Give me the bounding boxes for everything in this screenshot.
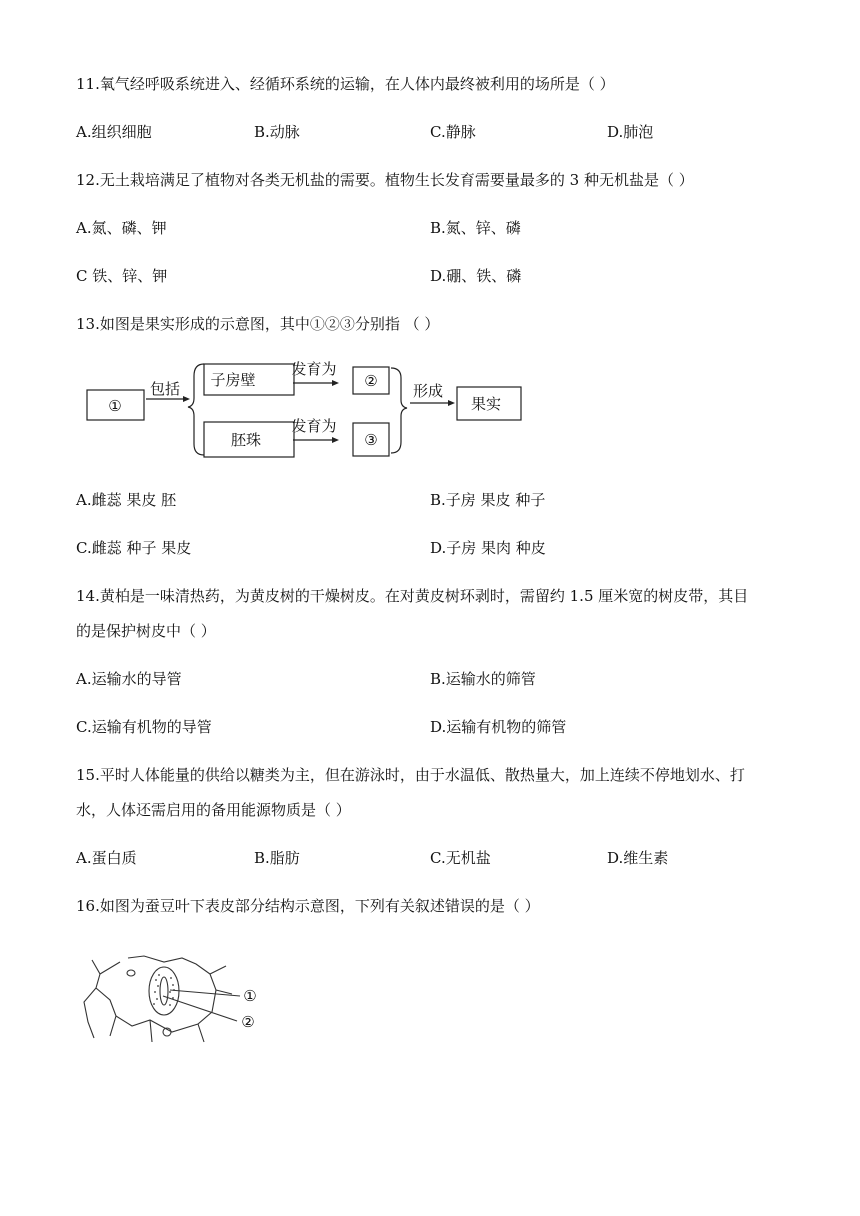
q14-option-a: A.运输水的导管 — [76, 670, 182, 688]
diagram-ovule: 胚珠 — [230, 431, 262, 449]
diagram-develop-label-1: 发育为 — [291, 360, 337, 378]
diagram-box-1: ① — [108, 397, 122, 415]
fruit-formation-diagram — [80, 356, 530, 464]
question-15-stem-line-2: 水，人体还需启用的备用能源物质是（ ） — [76, 801, 351, 819]
diagram-box-2: ② — [364, 372, 378, 390]
diagram-develop-label-2: 发育为 — [291, 417, 337, 435]
diagram-fruit: 果实 — [470, 395, 502, 413]
question-16-stem: 16.如图为蚕豆叶下表皮部分结构示意图，下列有关叙述错误的是（ ） — [76, 897, 540, 915]
q11-option-d: D.肺泡 — [607, 123, 654, 141]
question-12-stem: 12.无土栽培满足了植物对各类无机盐的需要。植物生长发育需要量最多的 3 种无机盐是（ ） — [76, 171, 694, 189]
q13-option-b: B.子房 果皮 种子 — [430, 491, 546, 509]
diagram-include-label: 包括 — [149, 380, 181, 398]
question-13-stem: 13.如图是果实形成的示意图，其中①②③分别指 （ ） — [76, 315, 440, 333]
q14-option-b: B.运输水的筛管 — [430, 670, 536, 688]
q14-option-d: D.运输有机物的筛管 — [430, 718, 567, 736]
question-11-stem: 11.氧气经呼吸系统进入、经循环系统的运输，在人体内最终被利用的场所是（ ） — [76, 75, 615, 93]
stomata-label-2: ② — [241, 1013, 255, 1031]
q12-option-c: C 铁、锌、钾 — [76, 267, 168, 285]
stomata-label-1: ① — [243, 987, 257, 1005]
q15-option-c: C.无机盐 — [430, 849, 491, 867]
diagram-form-label: 形成 — [412, 382, 444, 400]
q12-option-b: B.氮、锌、磷 — [430, 219, 521, 237]
q11-option-a: A.组织细胞 — [76, 123, 152, 141]
q15-option-d: D.维生素 — [607, 849, 669, 867]
q12-option-d: D.硼、铁、磷 — [430, 267, 522, 285]
q13-option-d: D.子房 果肉 种皮 — [430, 539, 546, 557]
question-14-stem-line-1: 14.黄柏是一味清热药，为黄皮树的干燥树皮。在对黄皮树环剥时，需留约 1.5 厘米宽的树皮带，其目 — [76, 587, 749, 605]
diagram-box-3: ③ — [364, 431, 378, 449]
q15-option-b: B.脂肪 — [254, 849, 300, 867]
q13-option-c: C.雌蕊 种子 果皮 — [76, 539, 192, 557]
q11-option-b: B.动脉 — [254, 123, 300, 141]
question-14-stem-line-2: 的是保护树皮中（ ） — [76, 622, 216, 640]
diagram-ovary-wall: 子房壁 — [210, 371, 256, 389]
q11-option-c: C.静脉 — [430, 123, 476, 141]
question-15-stem-line-1: 15.平时人体能量的供给以糖类为主，但在游泳时，由于水温低、散热量大，加上连续不停地划水、打 — [76, 766, 745, 784]
leaf-epidermis-stomata-diagram — [80, 954, 280, 1048]
q13-option-a: A.雌蕊 果皮 胚 — [76, 491, 177, 509]
q12-option-a: A.氮、磷、钾 — [76, 219, 167, 237]
q15-option-a: A.蛋白质 — [76, 849, 137, 867]
q14-option-c: C.运输有机物的导管 — [76, 718, 212, 736]
